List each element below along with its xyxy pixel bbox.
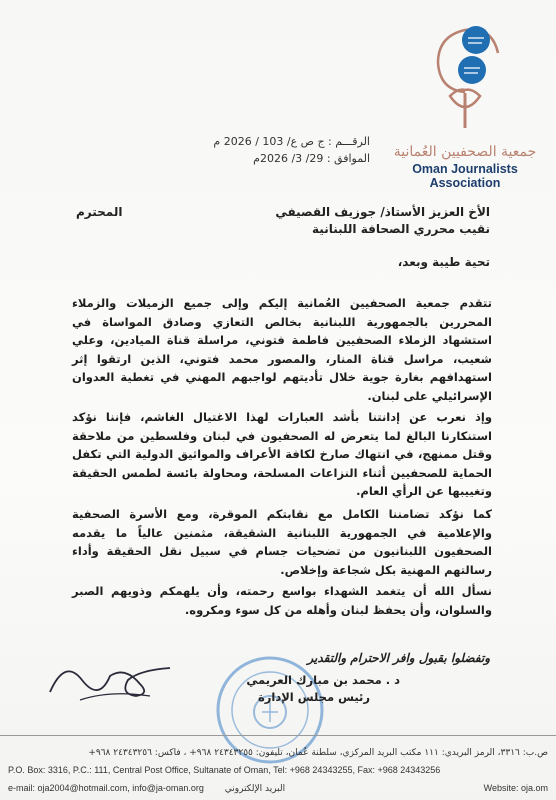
closing-line: وتفضلوا بقبول وافر الاحترام والتقدير — [307, 651, 490, 665]
body-paragraph-prayer: نسأل الله أن يتغمد الشهداء بواسع رحمته، وأن يلهمكم وذويهم الصبر والسلوان، وأن يحفظ لبنان وأهله من كل سوء ومكروه. — [72, 584, 492, 617]
footer-divider — [0, 735, 556, 736]
body-paragraph-solidarity: كما نؤكد تضامننا الكامل مع نقابتكم الموقرة، ومع الأسرة الصحفية والإعلامية في الجمهورية اللبنانية الشقيقة، مثمنين عالياً ما يقدمه الصحفيون اللبنانيون من تضحيات جسام في سبيل نقل الحقيقة وأداء رسالتهم المهنية بكل شجاعة وإخلاص. — [72, 507, 492, 577]
footer-contact — [8, 782, 548, 795]
signatory-name: د . محمد بن مبارك العريمي — [246, 673, 400, 687]
addressee-position: نقيب محرري الصحافة اللبنانية — [312, 222, 490, 236]
reference-date: الموافق : 29/ 3/ 2026م — [253, 152, 370, 165]
org-name-arabic: جمعية الصحفيين العُمانية — [393, 144, 537, 160]
greeting: تحية طيبة وبعد، — [397, 255, 490, 269]
org-logo — [380, 18, 550, 190]
footer-website[interactable]: Website: oja.om — [483, 783, 548, 793]
reference-number: الرقـــم : ج ص ع/ 103 / 2026 م — [213, 135, 370, 148]
reference-block — [140, 133, 370, 167]
footer-address-english: P.O. Box: 3316, P.C.: 111, Central Post Office, Sultanate of Oman, Tel: +968 24343255, Fax: +968 24343256 — [8, 765, 441, 775]
footer-email[interactable]: e-mail: oja2004@hotmail.com, info@ja-oman.org — [8, 783, 204, 793]
addressee-block — [90, 204, 490, 238]
body-paragraph-condolences: تتقدم جمعية الصحفيين العُمانية إليكم وإلى جميع الزميلات والزملاء المحررين بالجمهورية اللبنانية بخالص التعازي وصادق المواساة في استشهاد الزملاء الصحفيين فاطمة فتوني، مراسلة قناة الميادين، وعلي شعيب، مراسل قناة المنار، والمصور محمد فتوني، الذين ارتقوا إثر استهدافهم بغارة جوية خلال تأديتهم لواجبهم المهني في تغطية العدوان الإسرائيلي على لبنان. — [72, 296, 492, 403]
org-name-english: Oman Journalists Association — [412, 162, 518, 190]
footer-email-label-arabic: البريد الإلكتروني — [224, 784, 286, 794]
footer-address-arabic: ص.ب: ٣٣١٦، الرمز البريدي: ١١١ مكتب البريد المركزي، سلطنة عُمان، تليفون: ٢٤٣٤٣٢٥٥ ٩٦٨+ ، فاكس: ٢٤٣٤٣٢٥٦ ٩٦٨+ — [88, 748, 548, 758]
respect-title: المحترم — [76, 205, 123, 219]
pen-nib-logo-icon — [410, 18, 520, 143]
signatory-title: رئيس مجلس الإدارة — [257, 690, 370, 704]
body-paragraph-condemnation: وإذ نعرب عن إدانتنا بأشد العبارات لهذا الاغتيال الغاشم، فإننا نؤكد استنكارنا البالغ لما يتعرض له الصحفيون في لبنان وفلسطين من ملاحقة وقتل ممنهج، في انتهاك صارخ لكافة الأعراف والمواثيق الدولية التي تكفل الحماية للصحفيين أثناء النزاعات المسلحة، ومحاولة بائسة لطمس الحقيقة وتغييبها عن الرأي العام. — [72, 410, 492, 498]
addressee-name: الأخ العزيز الأستاذ/ جوزيف القصيفي — [275, 205, 490, 219]
